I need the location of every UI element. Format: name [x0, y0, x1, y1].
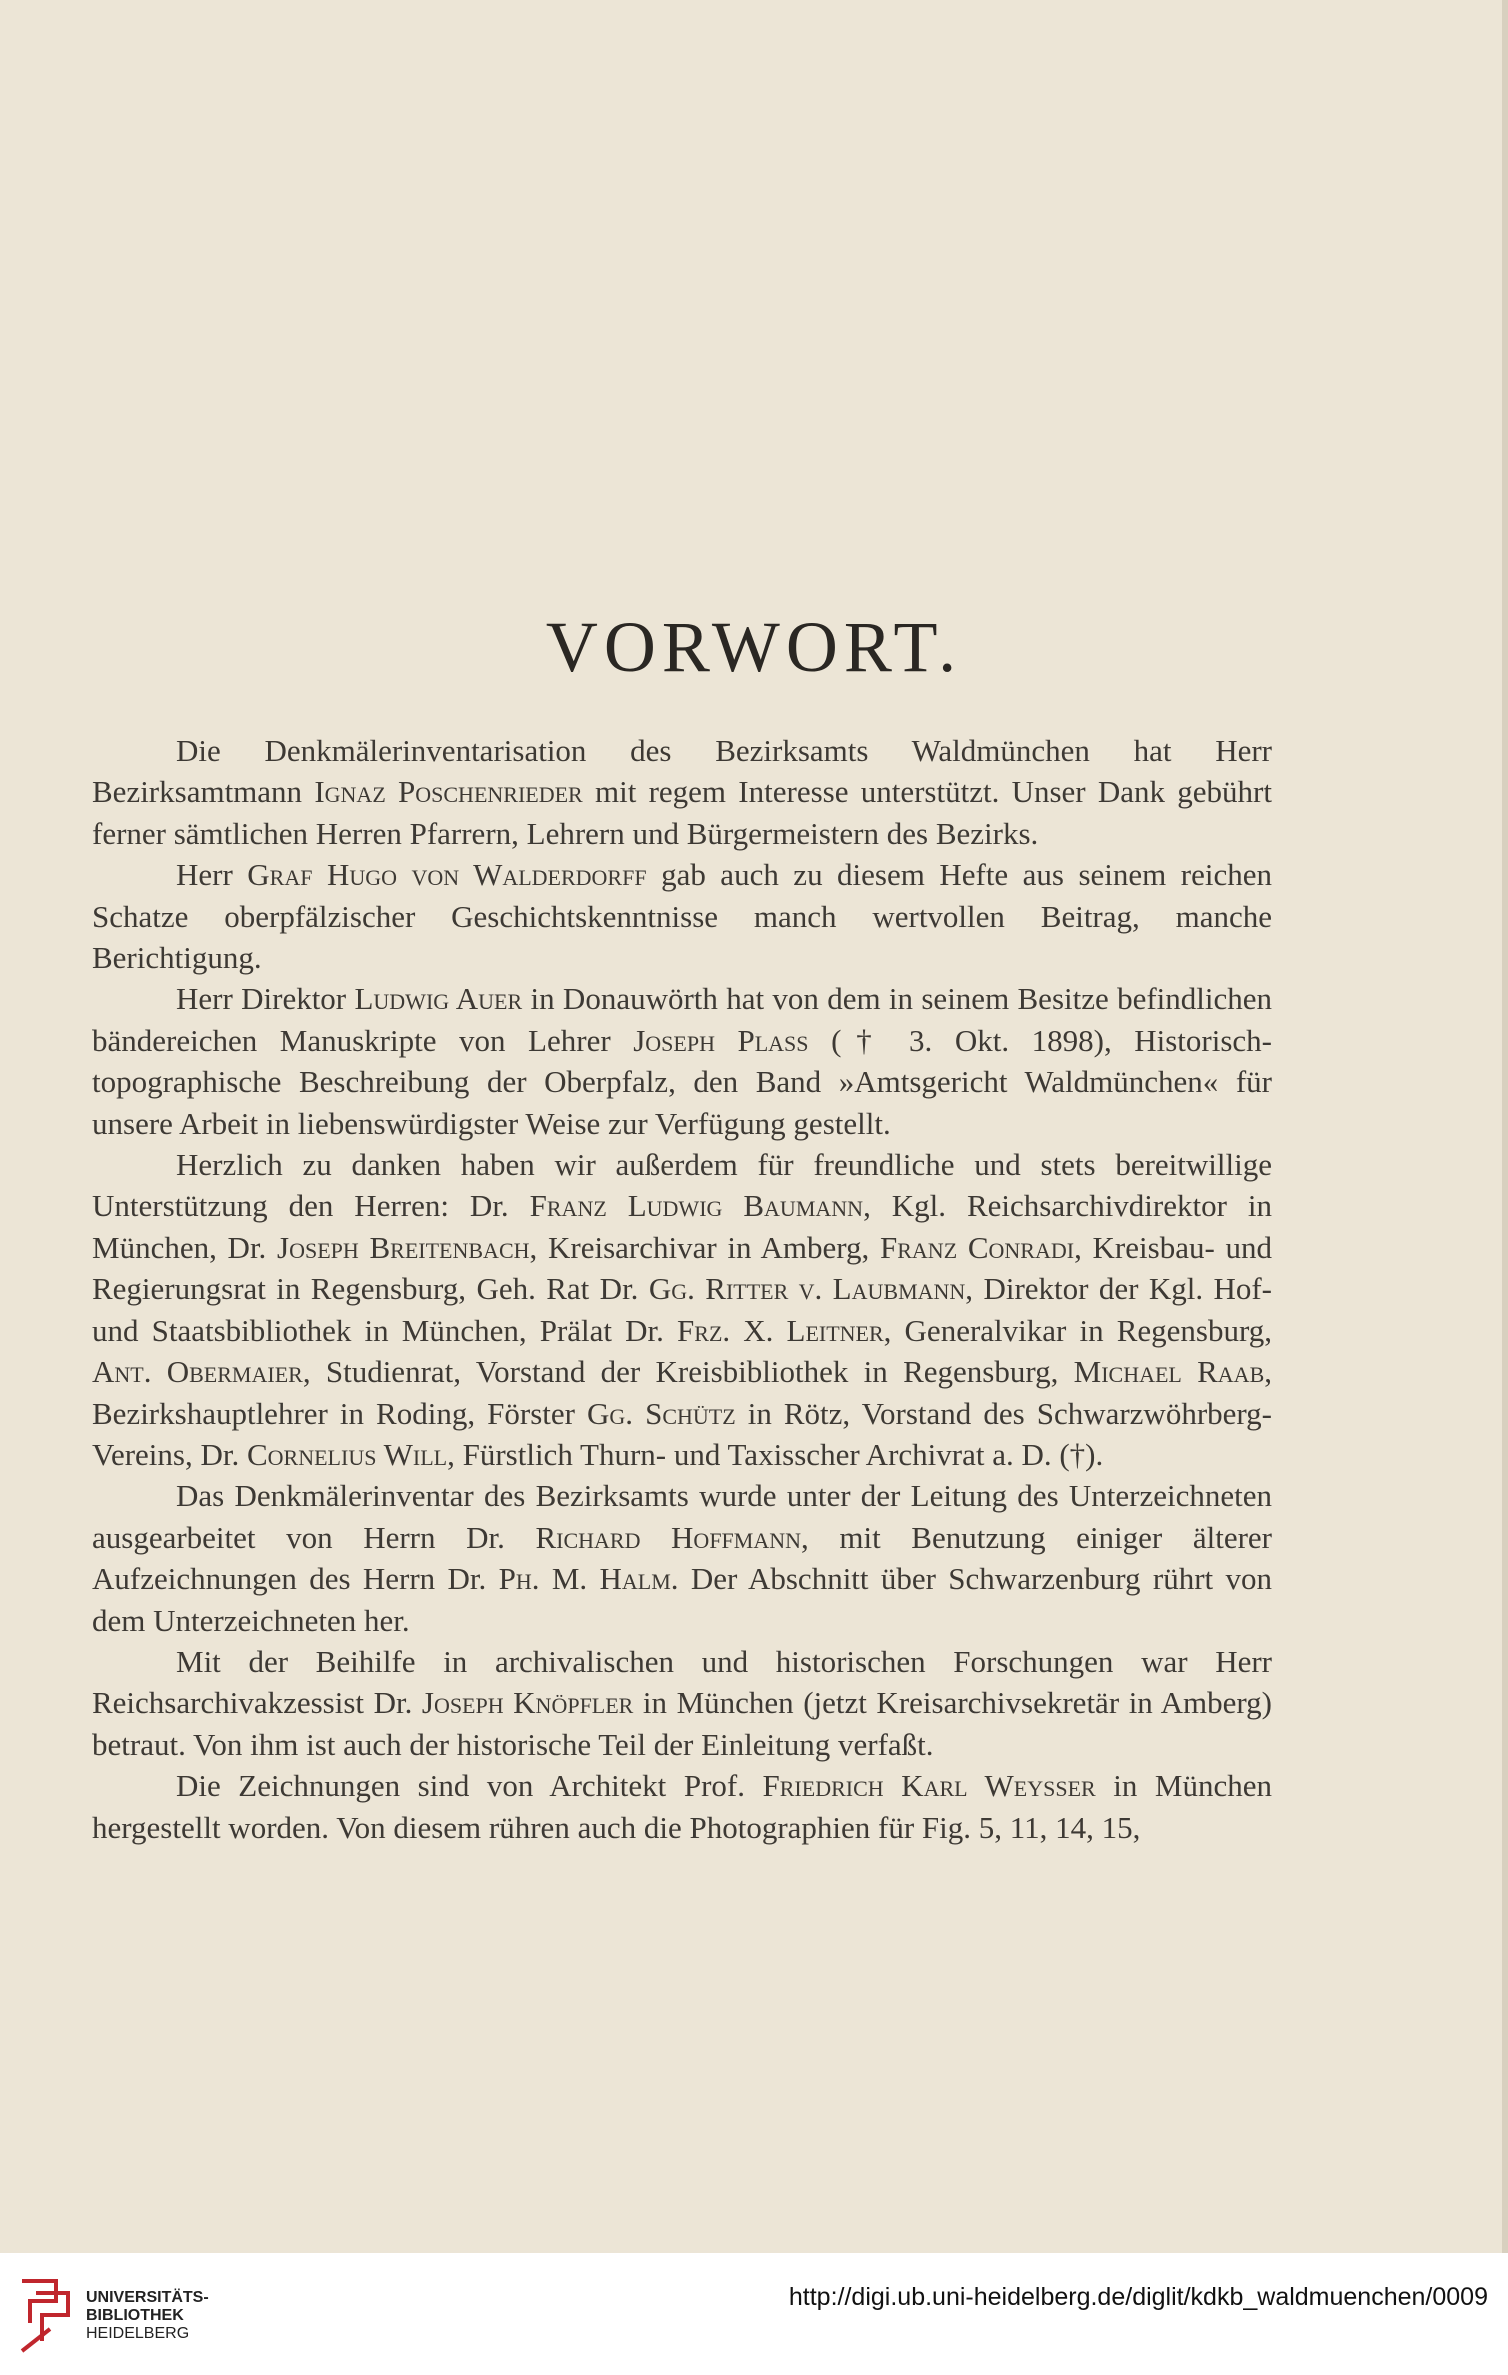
- paragraph-text: Die Denkmälerinventarisation des Bezirksamts Waldmünchen hat Herr Bezirksamtmann: [92, 733, 1272, 810]
- paragraph-text: Mit der Beihilfe in archivalischen und historischen Forschungen war Herr Reichsarchivakzessist Dr.: [92, 1643, 1272, 1721]
- paragraph-text: gab auch zu diesem Hefte aus seinem reichen Schatze oberpfälzischer Geschichtskenntnisse manch wertvollen Beitrag, manche Berichtigung.: [92, 857, 1272, 976]
- paragraph-text: († 3. Okt. 1898), Historisch-topographische Beschreibung der Oberpfalz, den Band »Amtsgericht Waldmünchen« für unsere Arbeit in liebenswürdigster Weise zur Verfügung gestellt.: [92, 1022, 1273, 1141]
- paragraph-text: in Donauwörth hat von dem in seinem Besitze befindlichen bändereichen Manuskripte von Lehrer: [92, 981, 1273, 1058]
- paragraph-text: . Der Abschnitt über Schwarzenburg rührt von dem Unterzeichneten her.: [92, 1561, 1273, 1638]
- person-name: Gg. Schütz: [587, 1395, 736, 1431]
- person-name: Joseph Knöpfler: [421, 1685, 634, 1721]
- paragraph-text: Herr Direktor: [176, 981, 355, 1017]
- person-name: Cornelius Will: [246, 1436, 448, 1472]
- paragraph-7: [92, 1765, 1272, 1848]
- person-name: Joseph Plass: [633, 1022, 809, 1058]
- person-name: Joseph Breitenbach: [277, 1229, 530, 1265]
- paragraph-text: , Generalvikar in Regensburg,: [883, 1312, 1272, 1348]
- paragraph-text: in München hergestellt worden. Von diesem rühren auch die Photographien für Fig. 5, 11, 14, 15,: [92, 1768, 1273, 1845]
- page-edge: [1502, 0, 1508, 2253]
- library-name-line-1: UNIVERSITÄTS-: [86, 2289, 209, 2306]
- paragraph-5: [92, 1475, 1272, 1641]
- paragraph-text: in Rötz, Vorstand des Schwarzwöhrberg-Vereins, Dr.: [92, 1395, 1272, 1472]
- paragraph-text: Die Zeichnungen sind von Architekt Prof.: [176, 1768, 763, 1804]
- source-url-link[interactable]: http://digi.ub.uni-heidelberg.de/diglit/kdkb_waldmuenchen/0009: [788, 2283, 1488, 2311]
- paragraph-text: in München (jetzt Kreisarchivsekretär in Amberg) betraut. Von ihm ist auch der historische Teil der Einleitung verfaßt.: [92, 1685, 1272, 1762]
- paragraph-6: [92, 1641, 1272, 1765]
- paragraph-text: , Direktor der Kgl. Hof- und Staatsbibliothek in München, Prälat Dr.: [92, 1271, 1273, 1348]
- paragraph-text: Herzlich zu danken haben wir außerdem für freundliche und stets bereitwillige Unterstützung den Herren: Dr.: [92, 1147, 1272, 1224]
- paragraph-text: , mit Benutzung einiger älterer Aufzeichnungen des Herrn Dr.: [92, 1519, 1272, 1597]
- person-name: Gg. Ritter v. Laubmann: [648, 1271, 966, 1307]
- paragraph-text: , Kgl. Reichsarchivdirektor in München, Dr.: [92, 1188, 1273, 1265]
- person-name: Frz. X. Leitner: [677, 1312, 884, 1348]
- person-name: Ant. Obermaier: [92, 1354, 303, 1390]
- paragraph-1: [92, 730, 1272, 854]
- person-name: Franz Ludwig Baumann: [529, 1188, 864, 1224]
- paragraph-text: , Studienrat, Vorstand der Kreisbibliothek in Regensburg,: [302, 1354, 1074, 1390]
- person-name: Graf Hugo von Walderdorff: [247, 857, 647, 893]
- heidelberg-library-logo-icon: [16, 2271, 80, 2359]
- paragraph-4: [92, 1144, 1272, 1475]
- paragraph-text: Das Denkmälerinventar des Bezirksamts wurde unter der Leitung des Unterzeichneten ausgearbeitet von Herrn Dr.: [92, 1478, 1272, 1555]
- person-name: Ph. M. Halm: [498, 1561, 671, 1597]
- library-name-line-2: BIBLIOTHEK: [86, 2307, 184, 2324]
- paragraph-text: mit regem Interesse unterstützt. Unser Dank gebührt ferner sämtlichen Herren Pfarrern, Lehrern und Bürgermeistern des Bezirks.: [92, 774, 1272, 851]
- paragraph-text: , Bezirkshauptlehrer in Roding, Förster: [92, 1354, 1272, 1431]
- person-name: Richard Hoffmann: [535, 1519, 802, 1555]
- footer-bar: [0, 2253, 1508, 2375]
- paragraph-3: [92, 978, 1272, 1144]
- body-text: [92, 730, 1272, 1848]
- paragraph-text: , Fürstlich Thurn- und Taxisscher Archivrat a. D. (†).: [447, 1436, 1104, 1472]
- paragraph-2: [92, 854, 1272, 978]
- paragraph-text: Herr: [176, 857, 248, 893]
- person-name: Ludwig Auer: [354, 981, 523, 1017]
- person-name: Friedrich Karl Weysser: [762, 1768, 1096, 1804]
- person-name: Ignaz Poschenrieder: [314, 774, 583, 810]
- paragraph-text: , Kreisarchivar in Amberg,: [529, 1229, 880, 1265]
- library-name: [86, 2289, 209, 2343]
- person-name: Michael Raab: [1073, 1354, 1265, 1390]
- person-name: Franz Conradi: [880, 1229, 1075, 1265]
- paragraph-text: , Kreisbau- und Regierungsrat in Regensburg, Geh. Rat Dr.: [92, 1229, 1272, 1307]
- page-title: VORWORT.: [545, 607, 963, 687]
- library-name-line-3: HEIDELBERG: [86, 2325, 190, 2342]
